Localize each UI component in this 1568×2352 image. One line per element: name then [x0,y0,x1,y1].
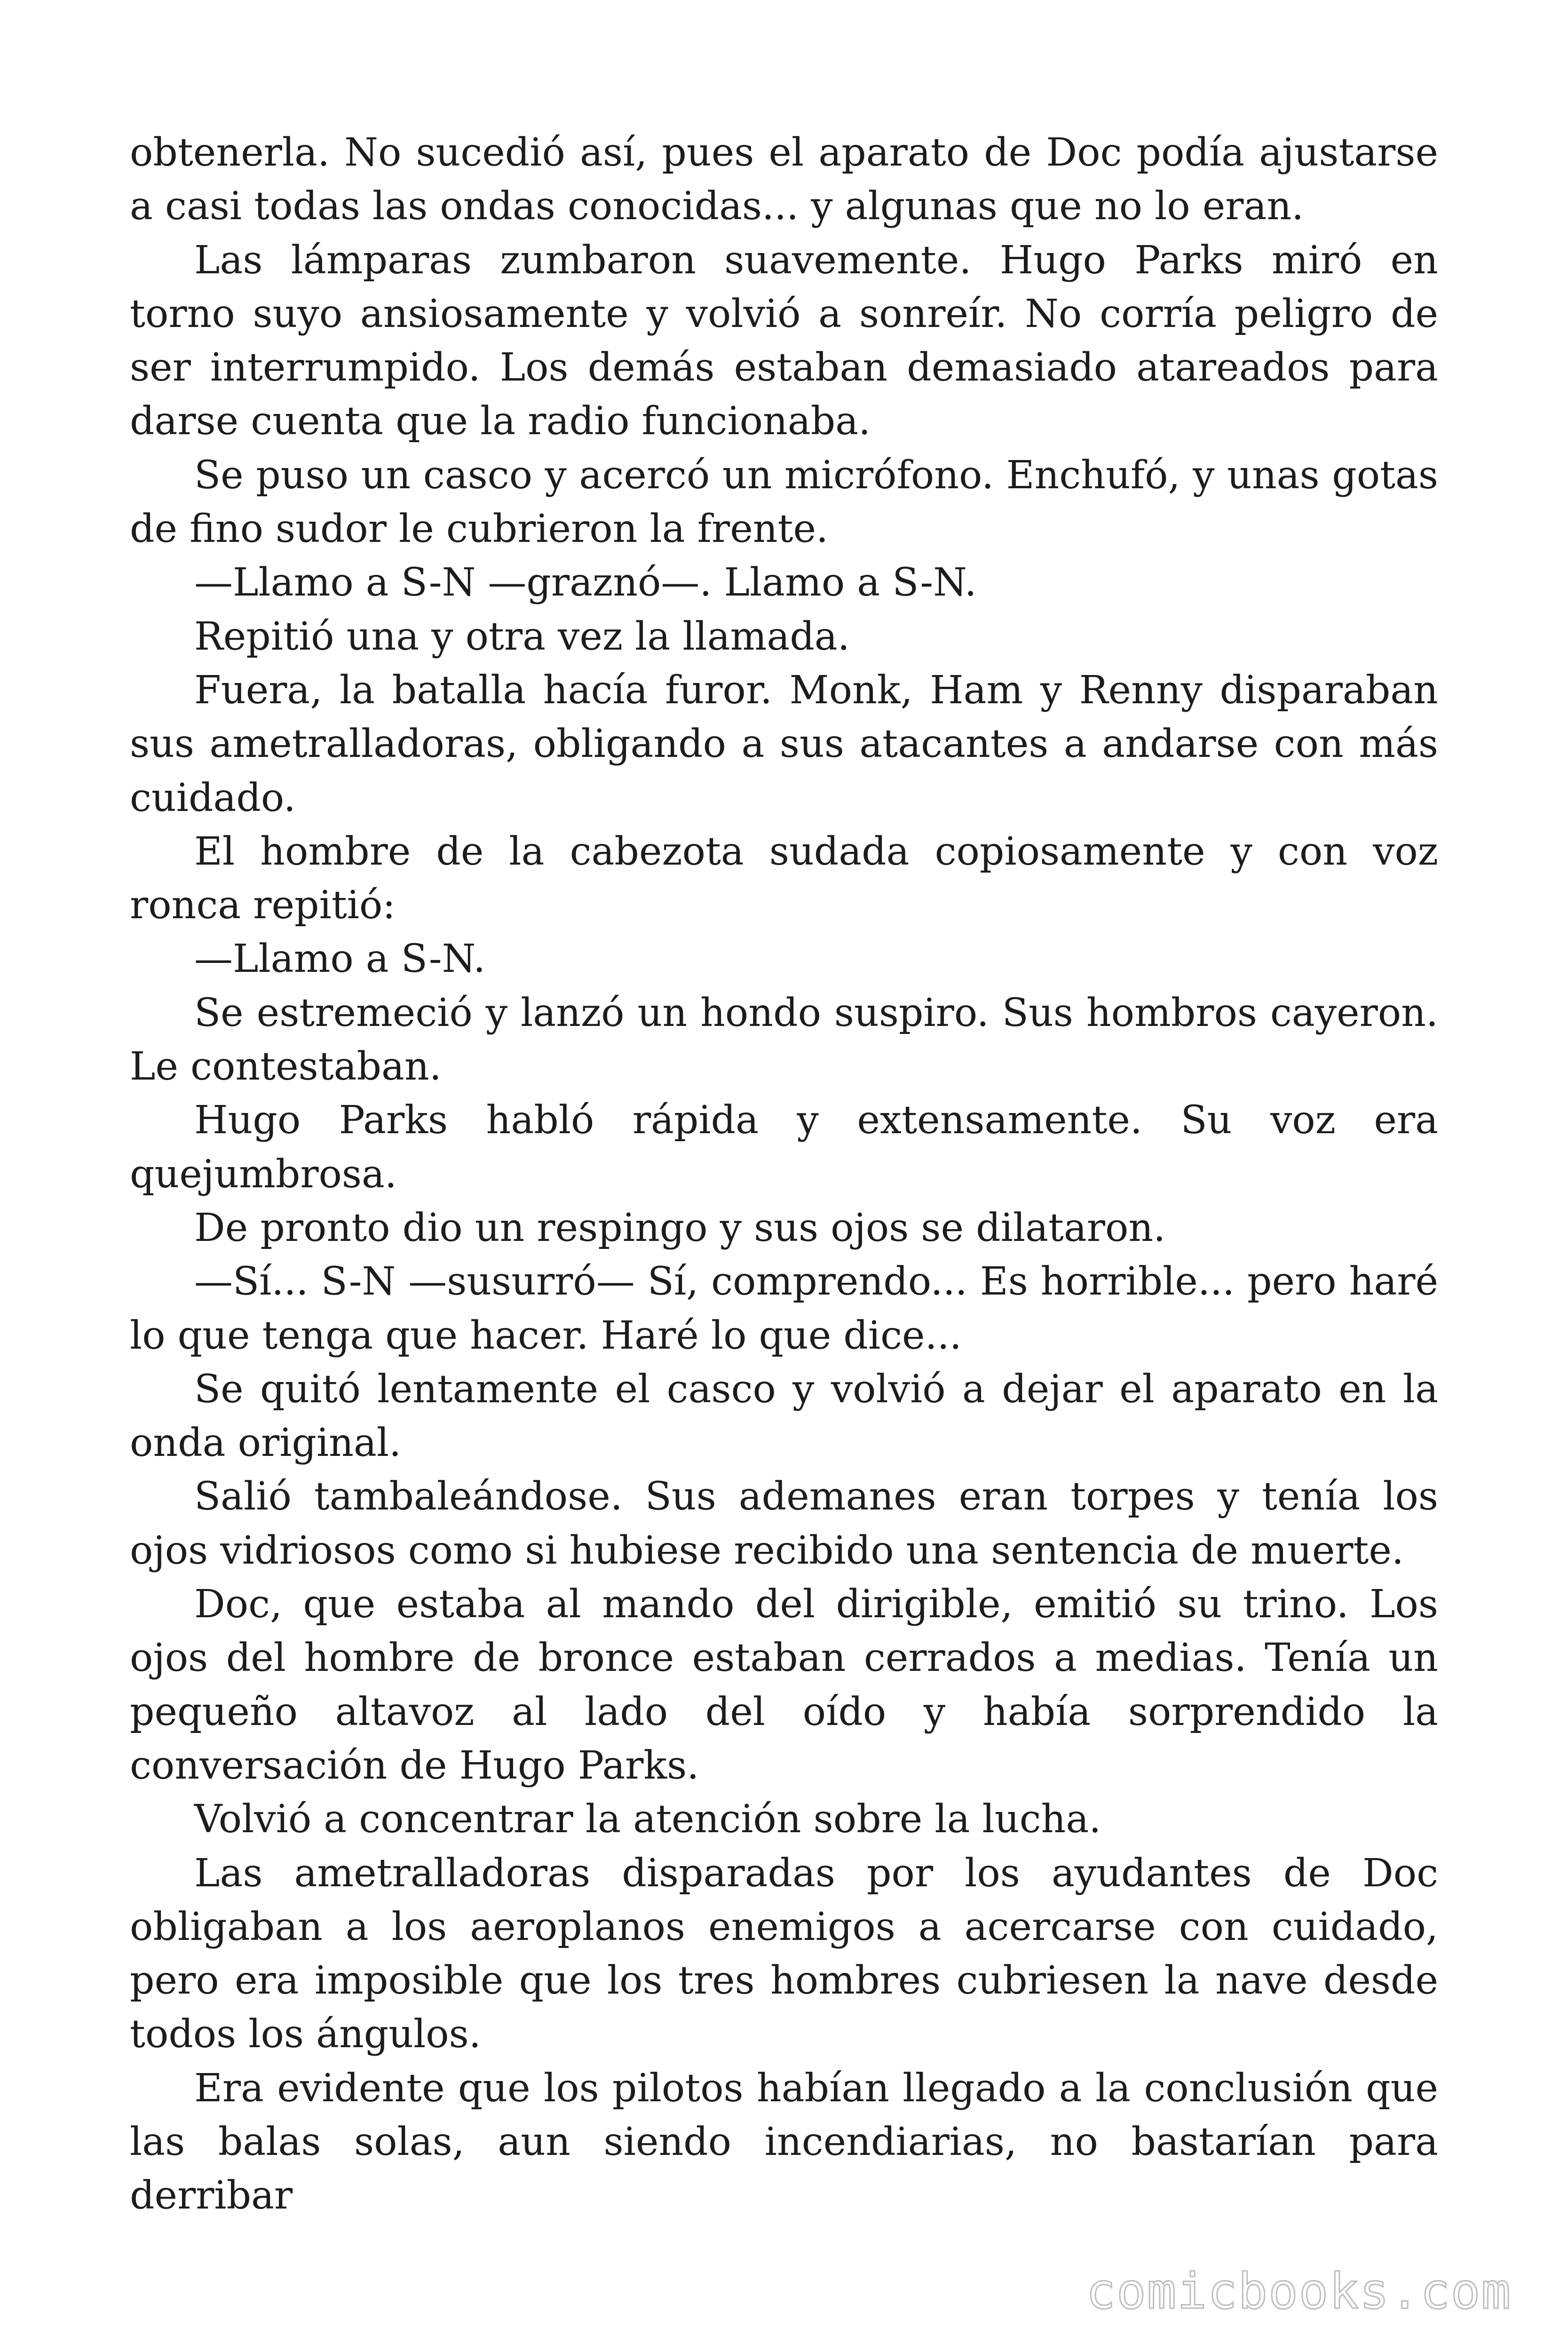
paragraph-13: Se quitó lentamente el casco y volvió a dejar el aparato en la onda original. [130,1367,1438,1466]
paragraph-16: Volvió a concentrar la atención sobre la lucha. [194,1797,1101,1842]
paragraph-7: El hombre de la cabezota sudada copiosamente y con voz ronca repitió: [130,829,1438,928]
paragraph-4: —Llamo a S-N —graznó—. Llamo a S-N. [194,560,977,605]
paragraph-5: Repitió una y otra vez la llamada. [194,614,850,659]
paragraph-12: —Sí... S-N —susurró— Sí, comprendo... Es horrible... pero haré lo que tenga que hacer. Haré lo que dice... [130,1259,1438,1358]
paragraph-17: Las ametralladoras disparadas por los ayudantes de Doc obligaban a los aeroplanos enemigos a acercarse con cuidado, pero era imposible que los tres hombres cubriesen la nave desde todos los ángulos. [130,1851,1438,2057]
paragraph-8: —Llamo a S-N. [194,937,486,982]
watermark: comicbooks.com [1086,2263,1512,2320]
paragraph-9: Se estremeció y lanzó un hondo suspiro. Sus hombros cayeron. Le contestaban. [130,990,1438,1089]
paragraph-3: Se puso un casco y acercó un micrófono. Enchufó, y unas gotas de fino sudor le cubrieron la frente. [130,453,1438,552]
paragraph-10: Hugo Parks habló rápida y extensamente. Su voz era quejumbrosa. [130,1098,1438,1197]
paragraph-18: Era evidente que los pilotos habían llegado a la conclusión que las balas solas, aun siendo incendiarias, no bastarían para derribar [130,2066,1438,2218]
page-text [130,126,1438,2223]
paragraph-11: De pronto dio un respingo y sus ojos se dilataron. [194,1205,1166,1250]
paragraph-14: Salió tambaleándose. Sus ademanes eran torpes y tenía los ojos vidriosos como si hubiese recibido una sentencia de muerte. [130,1474,1438,1573]
paragraph-2: Las lámparas zumbaron suavemente. Hugo Parks miró en torno suyo ansiosamente y volvió a sonreír. No corría peligro de ser interrumpido. Los demás estaban demasiado atareados para darse cuenta que la radio funcionaba. [130,238,1438,444]
paragraph-6: Fuera, la batalla hacía furor. Monk, Ham y Renny disparaban sus ametralladoras, obligando a sus atacantes a andarse con más cuidado. [130,667,1438,820]
paragraph-15: Doc, que estaba al mando del dirigible, emitió su trino. Los ojos del hombre de bronce estaban cerrados a medias. Tenía un pequeño altavoz al lado del oído y había sorprendido la conversación de Hugo Parks. [130,1582,1438,1788]
paragraph-1: obtenerla. No sucedió así, pues el aparato de Doc podía ajustarse a casi todas las ondas conocidas... y algunas que no lo eran. [130,130,1438,229]
